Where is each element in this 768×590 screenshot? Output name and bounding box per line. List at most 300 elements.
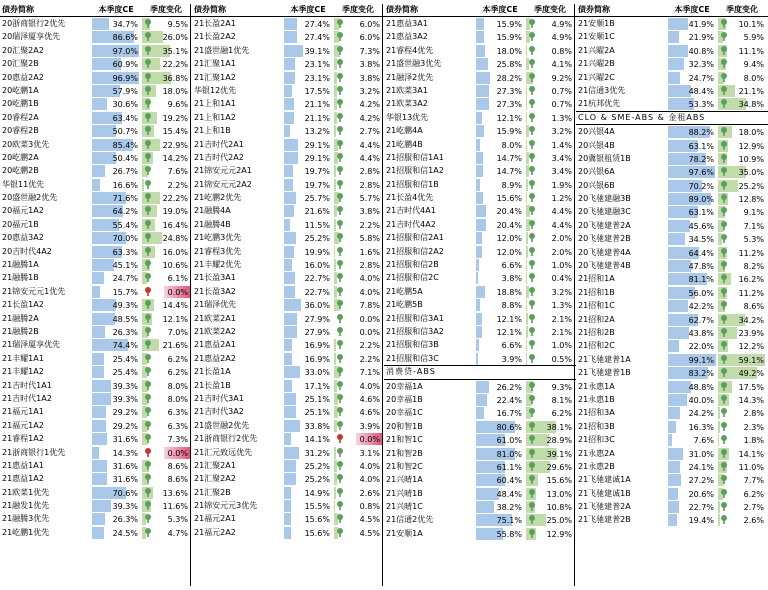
- up-arrow-icon: [336, 59, 344, 68]
- ce-value: 53.3%: [688, 100, 714, 110]
- ce-cell: [668, 58, 716, 70]
- ce-cell: [284, 420, 332, 432]
- ce-cell: [284, 299, 332, 311]
- up-arrow-icon: [336, 300, 344, 309]
- change-cell: [142, 179, 190, 191]
- table-row: [192, 405, 384, 418]
- change-cell: [142, 406, 190, 418]
- up-arrow-icon: [336, 287, 344, 296]
- ce-value: 39.3%: [112, 502, 138, 512]
- change-cell: [526, 205, 574, 217]
- change-cell: [526, 528, 574, 540]
- change-bar: [526, 85, 527, 97]
- ce-cell: [668, 206, 716, 218]
- ce-cell: [476, 339, 524, 351]
- bond-name: 21惠益1A1: [2, 460, 44, 470]
- bond-name: 20兴银6B: [578, 180, 615, 190]
- ce-value: 63.3%: [112, 247, 138, 257]
- ce-value: 19.7%: [304, 167, 330, 177]
- ce-bar: [668, 233, 685, 245]
- up-arrow-icon: [336, 354, 344, 363]
- change-value: 3.2%: [359, 86, 380, 96]
- change-cell: [526, 58, 574, 70]
- up-arrow-icon: [336, 367, 344, 376]
- ce-cell: [284, 125, 332, 137]
- change-value: 18.0%: [738, 128, 764, 138]
- change-value: 2.2%: [359, 220, 380, 230]
- table-row: [192, 365, 384, 378]
- ce-cell: [284, 500, 332, 512]
- change-value: 14.2%: [162, 153, 188, 163]
- bond-name: 21招和2A: [578, 314, 615, 324]
- ce-bar: [476, 205, 486, 217]
- up-arrow-icon: [336, 474, 344, 483]
- change-cell: [334, 125, 382, 137]
- change-value: 21.6%: [162, 341, 188, 351]
- change-value: 1.8%: [743, 436, 764, 446]
- up-arrow-icon: [144, 394, 152, 403]
- up-arrow-icon: [144, 260, 152, 269]
- ce-value: 21.6%: [304, 207, 330, 217]
- header-name: 债券简称: [578, 5, 610, 14]
- table-row: [0, 138, 192, 151]
- change-value: 3.8%: [359, 73, 380, 83]
- ce-bar: [476, 313, 482, 325]
- ce-value: 55.4%: [112, 220, 138, 230]
- bond-name: 21惠益1A2: [2, 474, 44, 484]
- change-value: 6.2%: [743, 489, 764, 499]
- ce-value: 14.7%: [496, 167, 522, 177]
- change-value: 2.8%: [359, 180, 380, 190]
- ce-bar: [92, 98, 107, 110]
- up-arrow-icon: [528, 19, 536, 28]
- ce-cell: [92, 353, 140, 365]
- change-cell: [526, 286, 574, 298]
- up-arrow-icon: [720, 449, 728, 458]
- change-value: 0.4%: [551, 274, 572, 284]
- change-value: 6.1%: [167, 274, 188, 284]
- change-cell: [718, 327, 766, 339]
- ce-bar: [476, 179, 480, 191]
- change-cell: [142, 85, 190, 97]
- table-column-1: [0, 4, 192, 539]
- change-cell: [526, 394, 574, 406]
- ce-cell: [284, 487, 332, 499]
- table-row: [576, 57, 768, 70]
- ce-cell: [92, 433, 140, 445]
- change-value: 6.3%: [167, 421, 188, 431]
- table-row: [0, 164, 192, 177]
- change-value: 1.6%: [359, 247, 380, 257]
- up-arrow-icon: [528, 435, 536, 444]
- ce-value: 70.2%: [688, 181, 714, 191]
- table-row: [192, 111, 384, 124]
- ce-value: 81.1%: [688, 275, 714, 285]
- ce-value: 39.3%: [112, 381, 138, 391]
- ce-bar: [284, 500, 291, 512]
- ce-cell: [476, 514, 524, 526]
- change-cell: [718, 233, 766, 245]
- ce-value: 63.1%: [688, 141, 714, 151]
- bond-name: 21融腾2A: [2, 313, 39, 323]
- ce-bar: [476, 18, 484, 30]
- bond-name: 20汇聚2B: [2, 59, 39, 69]
- ce-value: 25.7%: [304, 194, 330, 204]
- up-arrow-icon: [336, 220, 344, 229]
- table-row: [576, 473, 768, 486]
- bond-name: 20兴银4B: [578, 140, 615, 150]
- up-arrow-icon: [144, 206, 152, 215]
- bond-name: 21飞驰建普2B: [578, 515, 631, 525]
- ce-value: 48.8%: [688, 382, 714, 392]
- up-arrow-icon: [528, 502, 536, 511]
- up-arrow-icon: [144, 59, 152, 68]
- table-row: [0, 379, 192, 392]
- up-arrow-icon: [720, 382, 728, 391]
- bond-name: 21睿程1A2: [2, 434, 44, 444]
- ce-cell: [668, 448, 716, 460]
- table-row: [0, 124, 192, 137]
- change-value: 7.3%: [359, 46, 380, 56]
- change-cell: [142, 513, 190, 525]
- change-cell: [718, 287, 766, 299]
- change-value: 36.8%: [162, 73, 188, 83]
- change-value: 3.9%: [359, 421, 380, 431]
- bond-name: 21招服和信2A1: [386, 233, 444, 243]
- bond-name: 20屹鹏1A: [2, 85, 39, 95]
- change-value: 28.9%: [546, 436, 572, 446]
- change-cell: [526, 246, 574, 258]
- change-cell: [526, 407, 574, 419]
- bond-name: 21上和1B: [194, 126, 231, 136]
- ce-value: 11.5%: [304, 220, 330, 230]
- ce-cell: [92, 259, 140, 271]
- up-arrow-icon: [528, 140, 536, 149]
- table-row: [192, 71, 384, 84]
- ce-bar: [92, 500, 111, 512]
- ce-cell: [92, 272, 140, 284]
- table-row: [0, 218, 192, 231]
- change-value: 3.4%: [551, 153, 572, 163]
- change-value: 15.4%: [162, 127, 188, 137]
- change-cell: [718, 193, 766, 205]
- ce-cell: [92, 513, 140, 525]
- ce-value: 25.2%: [304, 475, 330, 485]
- ce-cell: [284, 460, 332, 472]
- change-cell: [718, 314, 766, 326]
- ce-cell: [476, 326, 524, 338]
- change-value: 23.9%: [738, 328, 764, 338]
- bond-name: 21上和1A1: [194, 99, 236, 109]
- change-value: 4.0%: [359, 461, 380, 471]
- up-arrow-icon: [528, 354, 536, 363]
- change-value: 1.3%: [551, 113, 572, 123]
- ce-value: 14.7%: [496, 153, 522, 163]
- table-row: [576, 299, 768, 312]
- up-arrow-icon: [336, 501, 344, 510]
- ce-bar: [284, 326, 297, 338]
- table-row: [384, 393, 576, 406]
- ce-value: 89.0%: [688, 195, 714, 205]
- ce-cell: [476, 192, 524, 204]
- table-row: [0, 352, 192, 365]
- table-row: [192, 526, 384, 539]
- bond-name: 21吉时代4A2: [386, 219, 436, 229]
- change-value: 8.6%: [167, 461, 188, 471]
- ce-cell: [668, 153, 716, 165]
- ce-bar: [284, 313, 297, 325]
- ce-cell: [92, 192, 140, 204]
- change-value: 5.3%: [167, 515, 188, 525]
- ce-value: 71.6%: [112, 194, 138, 204]
- up-arrow-icon: [336, 153, 344, 162]
- ce-bar: [668, 72, 680, 84]
- change-value: 12.9%: [546, 529, 572, 539]
- header-ce: 本季度CE: [290, 5, 326, 14]
- change-cell: [718, 461, 766, 473]
- ce-bar: [92, 460, 107, 472]
- change-cell: [142, 152, 190, 164]
- change-cell: [142, 18, 190, 30]
- table-row: [0, 512, 192, 525]
- bond-name: 20吉时代4A2: [2, 246, 52, 256]
- ce-value: 25.2%: [304, 461, 330, 471]
- table-row: [384, 285, 576, 298]
- up-arrow-icon: [528, 193, 536, 202]
- ce-bar: [476, 45, 485, 57]
- up-arrow-icon: [720, 515, 728, 524]
- ce-value: 50.4%: [112, 153, 138, 163]
- change-value: 2.6%: [359, 488, 380, 498]
- change-value: 10.6%: [162, 261, 188, 271]
- change-cell: [718, 58, 766, 70]
- bond-name: 21屹鹏2优先: [194, 193, 242, 203]
- ce-cell: [668, 354, 716, 366]
- bond-name: 21招服和信3A2: [386, 326, 444, 336]
- ce-cell: [284, 165, 332, 177]
- ce-value: 15.9%: [496, 33, 522, 43]
- change-cell: [718, 31, 766, 43]
- bond-name: 21飞驰建普2A: [578, 502, 631, 512]
- up-arrow-icon: [336, 73, 344, 82]
- up-arrow-icon: [336, 421, 344, 430]
- table-row: [0, 312, 192, 325]
- ce-value: 15.6%: [496, 194, 522, 204]
- ce-bar: [476, 125, 484, 137]
- change-cell: [526, 31, 574, 43]
- ce-cell: [92, 500, 140, 512]
- table-row: [192, 419, 384, 432]
- bond-name: 21永惠1A: [578, 381, 615, 391]
- change-cell: [526, 313, 574, 325]
- up-arrow-icon: [720, 408, 728, 417]
- ce-value: 27.9%: [304, 327, 330, 337]
- up-arrow-icon: [528, 273, 536, 282]
- table-row: [576, 232, 768, 245]
- table-row: [192, 459, 384, 472]
- up-arrow-icon: [144, 247, 152, 256]
- up-arrow-icon: [720, 368, 728, 377]
- change-cell: [334, 192, 382, 204]
- ce-bar: [668, 260, 691, 272]
- change-cell: [526, 72, 574, 84]
- table-row: [576, 44, 768, 57]
- change-value: 25.2%: [738, 181, 764, 191]
- ce-value: 80.6%: [496, 422, 522, 432]
- change-value: 2.2%: [359, 341, 380, 351]
- change-cell: [334, 380, 382, 392]
- table-row: [192, 57, 384, 70]
- table-row: [384, 380, 576, 393]
- table-column-3: [384, 4, 576, 540]
- ce-value: 14.3%: [112, 448, 138, 458]
- ce-bar: [92, 286, 100, 298]
- change-value: 4.2%: [359, 100, 380, 110]
- table-row: [576, 420, 768, 433]
- change-cell: [142, 420, 190, 432]
- change-cell: [142, 326, 190, 338]
- ce-bar: [476, 339, 479, 351]
- up-arrow-icon: [144, 193, 152, 202]
- up-arrow-icon: [720, 502, 728, 511]
- table-row: [192, 164, 384, 177]
- column-divider: [574, 4, 575, 586]
- up-arrow-icon: [528, 113, 536, 122]
- change-value: 35.1%: [162, 46, 188, 56]
- ce-value: 17.5%: [304, 86, 330, 96]
- change-cell: [334, 393, 382, 405]
- up-arrow-icon: [720, 46, 728, 55]
- table-row: [384, 433, 576, 446]
- header-ce: 本季度CE: [674, 5, 710, 14]
- up-arrow-icon: [528, 73, 536, 82]
- change-value: 25.0%: [546, 516, 572, 526]
- change-cell: [142, 393, 190, 405]
- change-cell: [334, 58, 382, 70]
- ce-value: 8.0%: [501, 140, 522, 150]
- change-value: 10.8%: [546, 503, 572, 513]
- up-arrow-icon: [720, 59, 728, 68]
- change-value: 11.6%: [162, 502, 188, 512]
- up-arrow-icon: [720, 221, 728, 230]
- change-value: 59.1%: [738, 355, 764, 365]
- ce-cell: [92, 393, 140, 405]
- up-arrow-icon: [720, 301, 728, 310]
- change-cell: [718, 273, 766, 285]
- change-value: 2.0%: [551, 234, 572, 244]
- change-cell: [334, 259, 382, 271]
- ce-bar: [476, 381, 489, 393]
- change-cell: [526, 434, 574, 446]
- table-row: [384, 513, 576, 526]
- change-cell: [526, 448, 574, 460]
- change-value: 2.1%: [551, 327, 572, 337]
- change-value: 5.8%: [359, 234, 380, 244]
- bond-name: 21融发1优先: [2, 501, 50, 511]
- bond-name: 21吉时代3A2: [194, 407, 244, 417]
- ce-bar: [476, 394, 487, 406]
- table-row: [192, 17, 384, 30]
- ce-cell: [284, 393, 332, 405]
- table-row: [192, 204, 384, 217]
- table-row: [384, 231, 576, 244]
- ce-cell: [284, 72, 332, 84]
- change-value: 7.8%: [359, 301, 380, 311]
- change-cell: [718, 140, 766, 152]
- ce-cell: [476, 353, 524, 365]
- table-row: [192, 432, 384, 445]
- change-cell: [142, 299, 190, 311]
- table-row: [192, 178, 384, 191]
- up-arrow-icon: [528, 300, 536, 309]
- ce-bar: [668, 18, 688, 30]
- table-header: [192, 4, 384, 17]
- bond-name: 21欧菜3A1: [386, 85, 428, 95]
- up-arrow-icon: [144, 180, 152, 189]
- change-value: 4.1%: [551, 60, 572, 70]
- table-row: [192, 138, 384, 151]
- up-arrow-icon: [336, 488, 344, 497]
- table-row: [192, 151, 384, 164]
- bond-name: 20盛世融2优先: [2, 193, 58, 203]
- ce-value: 27.4%: [304, 20, 330, 29]
- ce-value: 57.9%: [112, 86, 138, 96]
- change-cell: [526, 461, 574, 473]
- change-cell: [334, 366, 382, 378]
- ce-value: 47.8%: [688, 262, 714, 272]
- ce-value: 29.1%: [304, 153, 330, 163]
- ce-cell: [668, 126, 716, 138]
- bond-name: 21长盈2A2: [194, 32, 236, 42]
- change-value: 0.7%: [551, 86, 572, 96]
- change-cell: [334, 353, 382, 365]
- bond-name: 21招和2B: [578, 327, 615, 337]
- table-row: [192, 97, 384, 110]
- change-cell: [526, 219, 574, 231]
- ce-bar: [284, 272, 295, 284]
- ce-cell: [668, 287, 716, 299]
- change-cell: [718, 98, 766, 110]
- table-row: [384, 138, 576, 151]
- ce-cell: [476, 434, 524, 446]
- ce-value: 22.7%: [304, 274, 330, 284]
- ce-value: 22.4%: [496, 395, 522, 405]
- change-cell: [334, 272, 382, 284]
- change-value: 3.2%: [551, 287, 572, 297]
- table-row: [576, 353, 768, 366]
- table-row: [192, 486, 384, 499]
- ce-cell: [668, 31, 716, 43]
- ce-value: 48.4%: [496, 489, 522, 499]
- bond-name: 21浙商银行2优先: [194, 434, 258, 444]
- bond-name: 21锦安元元2A1: [194, 166, 252, 176]
- up-arrow-icon: [336, 86, 344, 95]
- change-value: 11.2%: [738, 288, 764, 298]
- ce-cell: [668, 300, 716, 312]
- change-cell: [334, 139, 382, 151]
- up-arrow-icon: [336, 180, 344, 189]
- change-cell: [334, 45, 382, 57]
- ce-value: 32.3%: [688, 60, 714, 70]
- up-arrow-icon: [528, 46, 536, 55]
- bond-name: 21福元1A2: [2, 420, 44, 430]
- table-row: [576, 326, 768, 339]
- change-value: 13.0%: [546, 489, 572, 499]
- change-cell: [526, 125, 574, 137]
- table-row: [0, 84, 192, 97]
- change-cell: [718, 260, 766, 272]
- table-row: [0, 178, 192, 191]
